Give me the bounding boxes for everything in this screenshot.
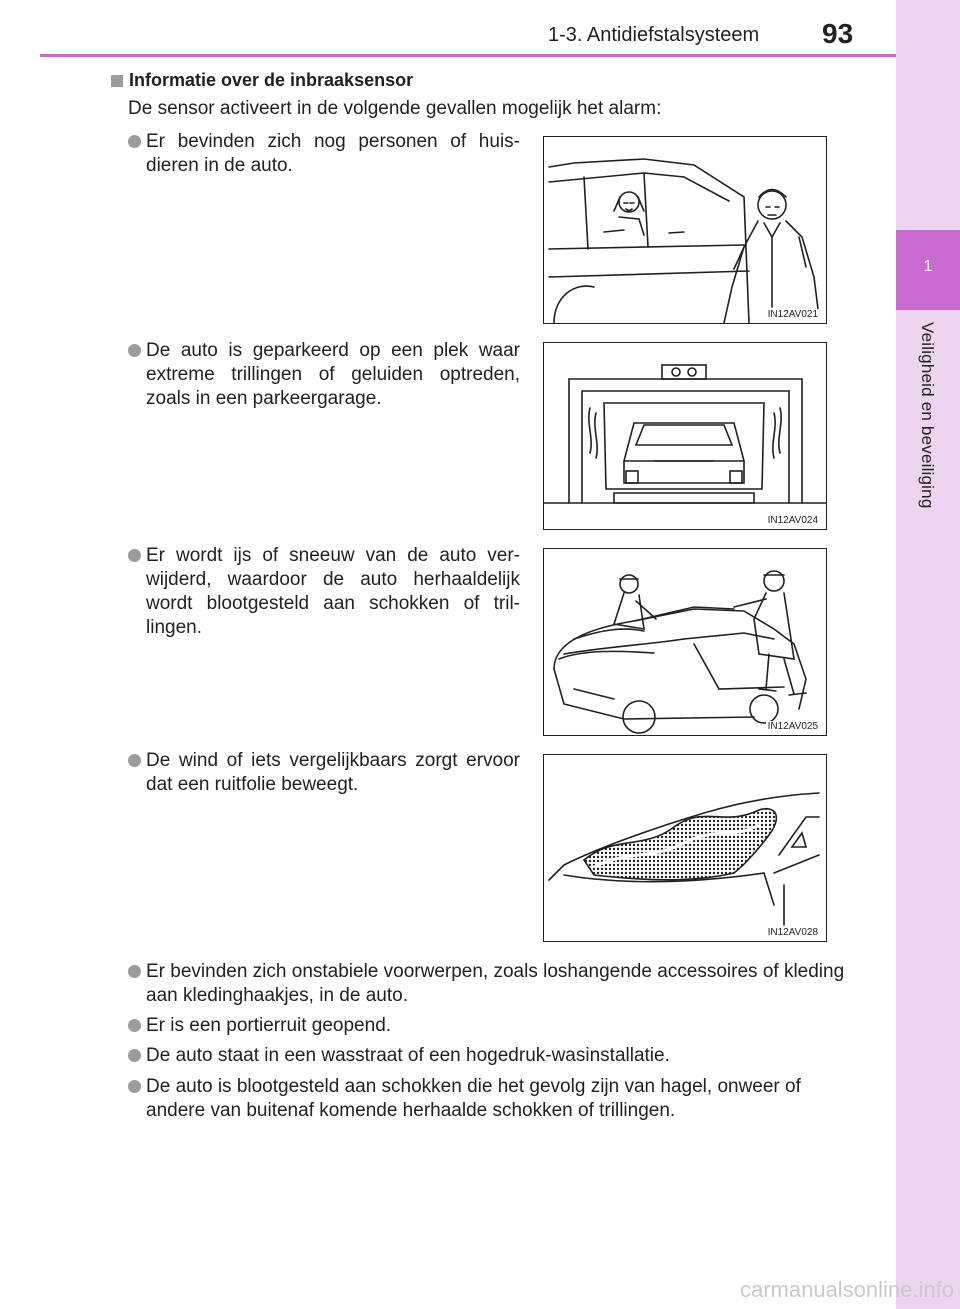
figure-code: IN12AV024	[767, 515, 818, 526]
bullet-icon	[128, 549, 141, 562]
section-heading-text: Informatie over de inbraaksensor	[129, 70, 414, 90]
figure-windshield-cover	[543, 754, 827, 942]
side-tab	[896, 0, 960, 1309]
page-number: 93	[822, 18, 854, 49]
list-item-text: Er wordt ijs of sneeuw van de auto ver-wijderd, waardoor de auto herhaaldelijk wordt blootgesteld aan schokken of tril-lingen.	[146, 545, 520, 638]
list-item-text: De wind of iets vergelijkbaars zorgt ervoor dat een ruitfolie beweegt.	[146, 750, 520, 795]
list-item-text: De auto is geparkeerd op een plek waar extreme trillingen of geluiden optreden, zoals in een parkeergarage.	[146, 340, 520, 409]
figure-parking-garage	[543, 342, 827, 530]
bullet-icon	[128, 1080, 141, 1093]
bullet-icon	[128, 344, 141, 357]
figure-code: IN12AV028	[767, 927, 818, 938]
list-item	[128, 1075, 860, 1123]
list-item-text: Er bevinden zich nog personen of huis-dieren in de auto.	[146, 131, 520, 176]
section-intro: De sensor activeert in de volgende gevallen mogelijk het alarm:	[128, 98, 662, 119]
list-item	[128, 544, 520, 640]
list-item-text: Er bevinden zich onstabiele voorwerpen, zoals loshangende accessoires of kleding aan kledinghaakjes, in de auto.	[146, 961, 845, 1006]
side-tab-chapter-number: 1	[923, 258, 933, 275]
list-item-text: Er is een portierruit geopend.	[146, 1015, 392, 1036]
side-tab-title: Veiligheid en beveiliging	[918, 322, 937, 509]
square-bullet-icon	[111, 75, 123, 87]
figure-snow-removal	[543, 548, 827, 736]
list-item	[128, 1044, 860, 1068]
bullet-icon	[128, 1019, 141, 1032]
bullet-icon	[128, 135, 141, 148]
car-in-parking-garage-illustration	[544, 343, 826, 529]
list-item-text: De auto staat in een wasstraat of een hogedruk-wasinstallatie.	[146, 1045, 670, 1066]
figure-code: IN12AV021	[767, 309, 818, 320]
windshield-cover-flapping-illustration	[544, 755, 826, 941]
people-removing-snow-from-car-illustration	[544, 549, 826, 735]
section-heading	[111, 70, 413, 91]
figure-code: IN12AV025	[767, 721, 818, 732]
bullet-icon	[128, 754, 141, 767]
figure-car-occupants	[543, 136, 827, 324]
list-item	[128, 339, 520, 411]
list-item	[128, 960, 860, 1008]
watermark: carmanualsonline.info	[739, 1277, 954, 1302]
header-rule	[40, 54, 896, 57]
bullet-icon	[128, 965, 141, 978]
bullet-icon	[128, 1049, 141, 1062]
list-item	[128, 130, 520, 178]
list-item-text: De auto is blootgesteld aan schokken die het gevolg zijn van hagel, onweer of andere van buitenaf komende herhaalde schokken of trillingen.	[146, 1076, 801, 1121]
car-with-dog-and-person-illustration	[544, 137, 826, 323]
list-item	[128, 749, 520, 797]
list-item	[128, 1014, 860, 1038]
header-title: 1-3. Antidiefstalsysteem	[548, 24, 760, 46]
